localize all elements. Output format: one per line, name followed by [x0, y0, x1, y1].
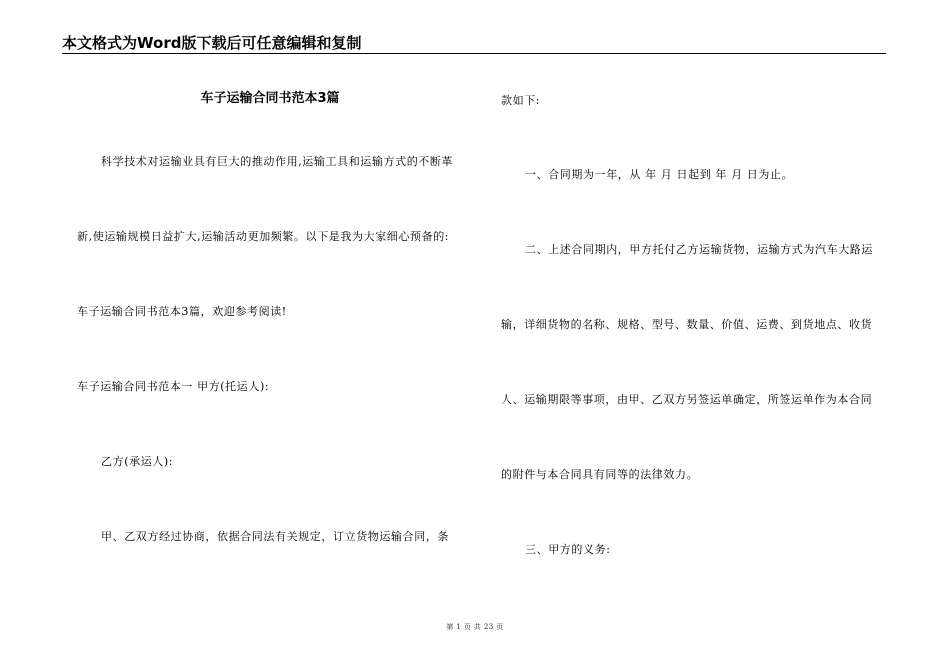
header-divider — [62, 53, 886, 54]
paragraph-line: 甲、乙双方经过协商，依据合同法有关规定，订立货物运输合同，条 — [101, 530, 449, 543]
paragraph-line: 车子运输合同书范本3篇，欢迎参考阅读! — [77, 305, 287, 318]
paragraph-line: 款如下: — [501, 94, 541, 107]
paragraph-line: 乙方(承运人): — [101, 455, 174, 468]
paragraph-line: 的附件与本合同具有同等的法律效力。 — [501, 468, 699, 481]
paragraph-line: 科学技术对运输业具有巨大的推动作用,运输工具和运输方式的不断革 — [101, 155, 454, 168]
paragraph-line: 输，详细货物的名称、规格、型号、数量、价值、运费、到货地点、收货 — [501, 318, 873, 331]
paragraph-line: 三、甲方的义务: — [525, 543, 611, 556]
paragraph-line: 二、上述合同期内，甲方托付乙方运输货物，运输方式为汽车大路运 — [525, 243, 873, 256]
header-notice: 本文格式为Word版下载后可任意编辑和复制 — [62, 34, 362, 52]
paragraph-line: 车子运输合同书范本一 甲方(托运人): — [77, 380, 270, 393]
paragraph-line: 新,使运输规模日益扩大,运输活动更加频繁。以下是我为大家细心预备的: — [77, 230, 450, 243]
paragraph-line: 人、运输期限等事项，由甲、乙双方另签运单确定，所签运单作为本合同 — [501, 393, 873, 406]
paragraph-line: 一、合同期为一年，从 年 月 日起到 年 月 日为止。 — [525, 168, 794, 181]
page-number: 第 1 页 共 23 页 — [446, 623, 504, 631]
document-title: 车子运输合同书范本3篇 — [200, 91, 340, 106]
